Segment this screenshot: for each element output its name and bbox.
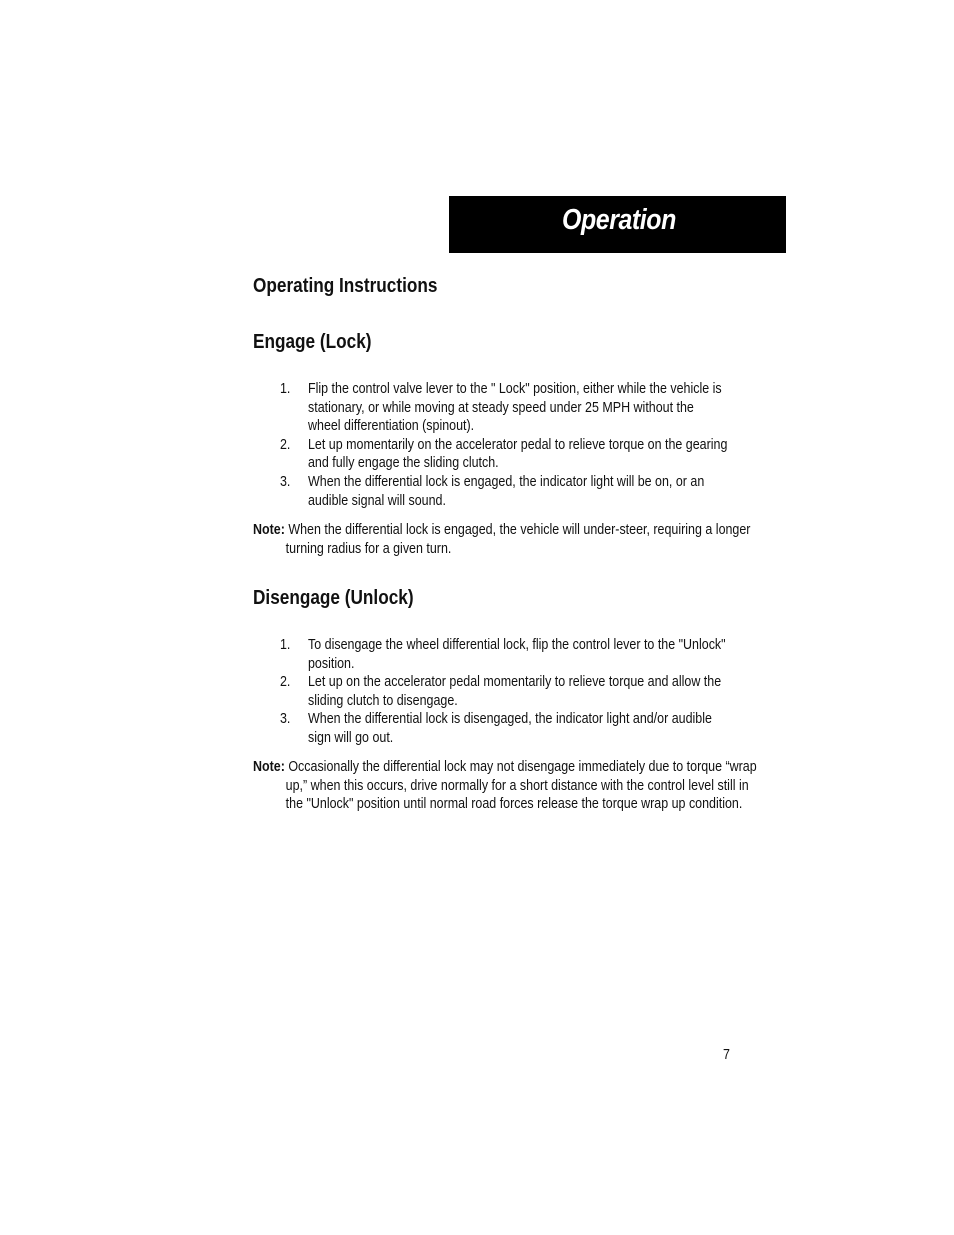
step-text: To disengage the wheel differential lock, flip the control lever to the "Unlock" position.	[308, 637, 726, 672]
step-text: Flip the control valve lever to the " Lock" position, either while the vehicle is stationary, or while moving at steady speed under 25 MPH without the wheel differentiation (spinout).	[308, 381, 722, 435]
list-item	[253, 710, 753, 747]
disengage-note	[253, 758, 767, 814]
note-text: When the differential lock is engaged, the vehicle will under-steer, requiring a longer turning radius for a given turn.	[284, 522, 751, 557]
step-number: 1.	[280, 637, 291, 653]
step-number: 2.	[280, 674, 291, 691]
heading-engage: Engage (Lock)	[253, 331, 372, 353]
list-item	[253, 436, 753, 473]
step-text: When the differential lock is engaged, the indicator light will be on, or an audible signal will sound.	[308, 473, 705, 509]
note-label: Note:	[253, 759, 285, 775]
note-text: Occasionally the differential lock may not disengage immediately due to torque “wrap up,” when this occurs, drive normally for a short distance with the control level still in the "Unlock" position until normal road forces release the torque wrap up condition.	[284, 759, 757, 813]
disengage-steps-list	[253, 636, 753, 748]
step-text: Let up momentarily on the accelerator pedal to relieve torque on the gearing and fully engage the sliding clutch.	[308, 436, 728, 472]
step-text: When the differential lock is disengaged, the indicator light and/or audible sign will go out.	[308, 711, 712, 746]
heading-disengage: Disengage (Unlock)	[253, 587, 414, 609]
list-item	[253, 473, 753, 510]
step-number: 3.	[280, 711, 291, 728]
banner-title: Operation	[562, 204, 676, 236]
page-number: 7	[723, 1047, 730, 1063]
list-item	[253, 673, 753, 710]
section-banner	[449, 196, 786, 253]
step-text: Let up on the accelerator pedal momentarily to relieve torque and allow the sliding clutch to disengage.	[308, 674, 722, 709]
list-item	[253, 636, 753, 673]
step-number: 3.	[280, 473, 291, 490]
note-label: Note:	[253, 522, 285, 538]
step-number: 2.	[280, 436, 291, 453]
step-number: 1.	[280, 381, 291, 397]
engage-note	[253, 521, 767, 558]
heading-operating-instructions: Operating Instructions	[253, 275, 438, 297]
engage-steps-list	[253, 380, 753, 510]
list-item	[253, 380, 753, 436]
